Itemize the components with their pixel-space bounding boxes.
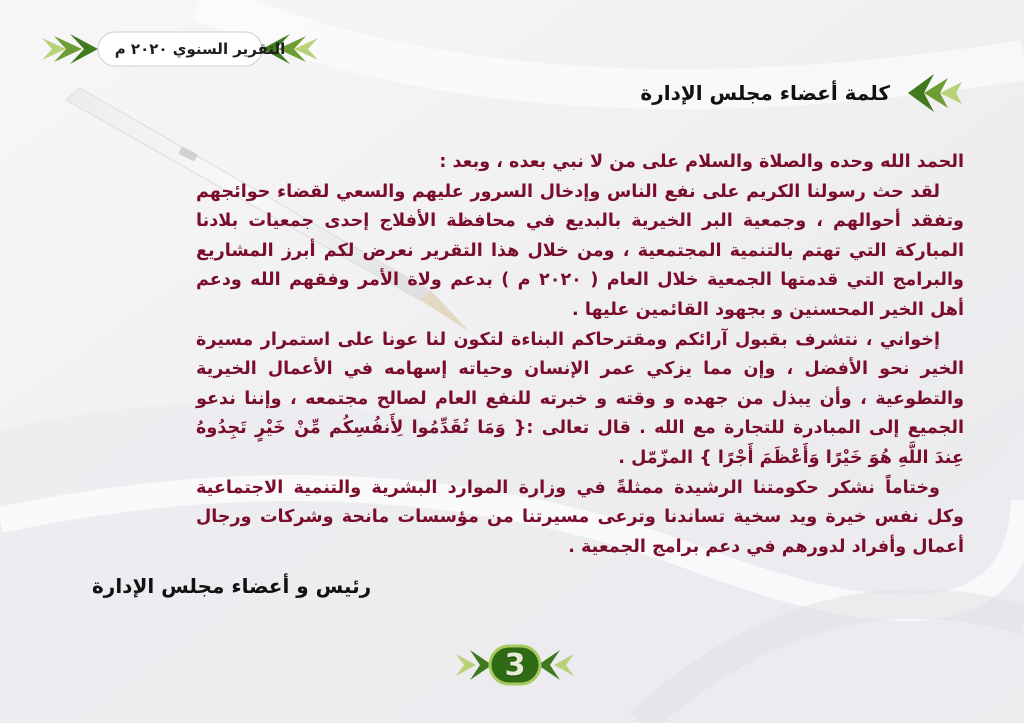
- report-title: التقرير السنوي ٢٠٢٠ م: [114, 40, 286, 58]
- paragraph-appeal: إخواني ، نتشرف بقبول آرائكم ومقترحاكم البناءة لتكون لنا عونا على استمرار مسيرة الخير نحو الأفضل ، وإن مما يزكي عمر الإنسان وحياته إسهامه في الأعمال الخيرية والتطوعية ، وأن يبذل من جهده و وقته و خبرته للنفع العام لصالح مجتمعه ، وإننا ندعو الجميع إلى المبادرة للتجارة مع الله . قال تعالى :{ وَمَا تُقَدِّمُوا لِأَنفُسِكُم مِّنْ خَيْرٍ تَجِدُوهُ عِندَ اللَّهِ هُوَ خَيْرًا وَأَعْظَمَ أَجْرًا } المزّمّل .: [196, 329, 964, 468]
- paragraph-opening: الحمد الله وحده والصلاة والسلام على من لا نبي بعده ، وبعد :: [439, 152, 964, 172]
- paragraph-intro: لقد حث رسولنا الكريم على نفع الناس وإدخال السرور عليهم والسعي لقضاء حوائجهم وتفقد أحوالهم ، وجمعية البر الخيرية بالبديع في محافظة الأفلاج إحدى جمعيات بلادنا المباركة التي تهتم بالتنمية المجتمعية ، ومن خلال هذا التقرير نعرض لكم أبرز المشاريع والبرامج التي قدمتها الجمعية خلال العام ( ٢٠٢٠ م ) بدعم ولاة الأمر وفقهم الله ودعم أهل الخير المحسنين و بجهود القائمين عليها .: [196, 181, 964, 320]
- page-number: 3: [504, 647, 526, 683]
- header-badge: [40, 28, 320, 70]
- leaf-ornament-icon: [904, 70, 964, 116]
- signature: رئيس و أعضاء مجلس الإدارة: [92, 574, 372, 598]
- letter-body: [196, 148, 964, 562]
- page-number-badge: [452, 640, 578, 690]
- section-heading: [640, 70, 964, 116]
- section-title: كلمة أعضاء مجلس الإدارة: [640, 81, 890, 105]
- paragraph-thanks: وختاماً نشكر حكومتنا الرشيدة ممثلةً في وزارة الموارد البشرية والتنمية الاجتماعية وكل نفس خيرة ويد سخية تساندنا وترعى مسيرتنا من مؤسسات مانحة وشركات ورجال أعمال وأفراد لدورهم في دعم برامج الجمعية .: [196, 477, 964, 557]
